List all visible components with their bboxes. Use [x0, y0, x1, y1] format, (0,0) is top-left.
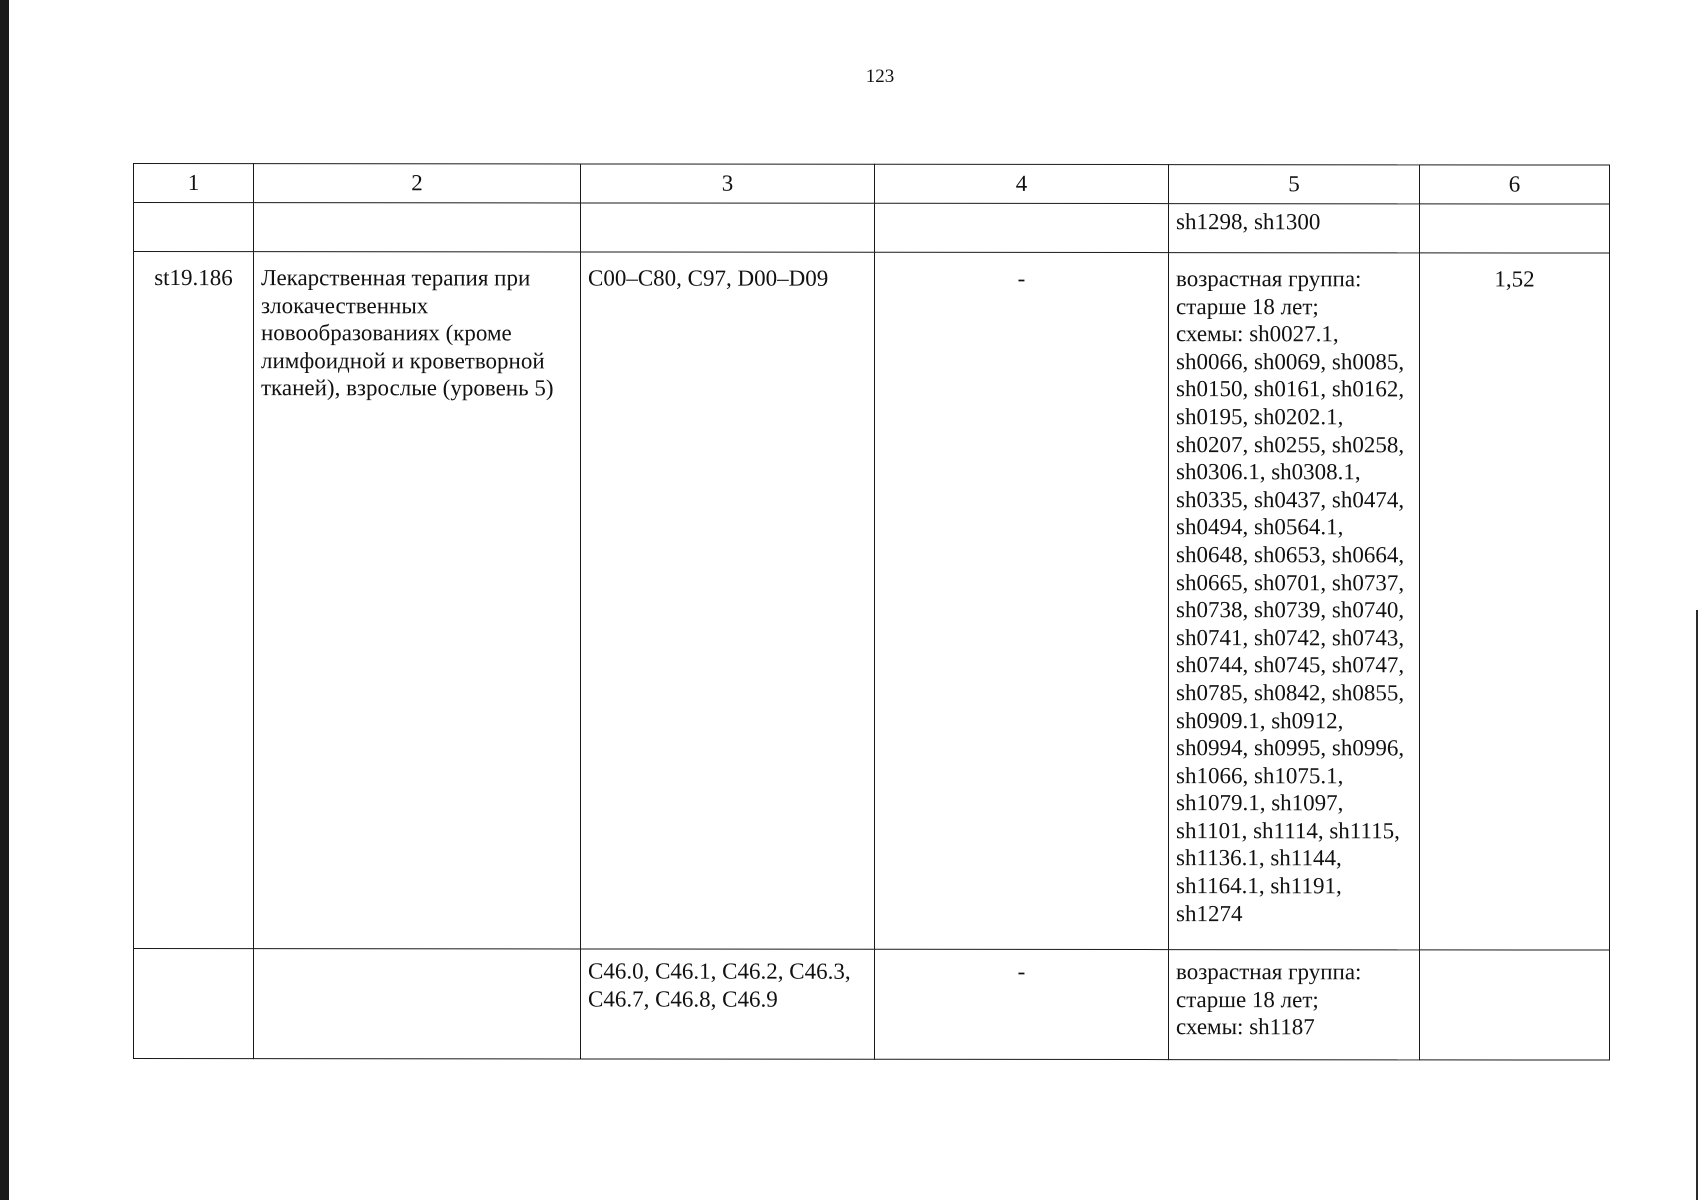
criteria-line: sh0744, sh0745, sh0747, [1176, 652, 1405, 678]
tariff-table [133, 163, 1610, 1061]
criteria-line: sh0195, sh0202.1, [1176, 404, 1344, 430]
diagnosis-line: C00–C80, C97, D00–D09 [588, 265, 829, 291]
name-cell [254, 252, 581, 949]
name-line: злокачественных [261, 292, 429, 318]
table-row [134, 203, 1610, 254]
col4-cell: - [875, 949, 1169, 1059]
table-row [134, 252, 1610, 951]
criteria-line: sh1164.1, sh1191, [1176, 873, 1342, 899]
column-header: 1 [134, 164, 254, 203]
column-header: 2 [254, 164, 581, 203]
criteria-line: возрастная группа: [1176, 266, 1362, 292]
column-header: 4 [875, 164, 1169, 203]
criteria-line: sh1274 [1176, 900, 1243, 926]
criteria-cell [1169, 253, 1420, 950]
scan-left-border [0, 0, 9, 1200]
criteria-line: старше 18 лет; [1176, 293, 1319, 319]
coefficient-cell [1420, 950, 1610, 1060]
name-line: лимфоидной и кроветворной [261, 347, 545, 374]
criteria-line: sh1101, sh1114, sh1115, [1176, 817, 1400, 844]
name-line: новообразованиях (кроме [261, 320, 512, 346]
criteria-line: sh0741, sh0742, sh0743, [1176, 624, 1405, 651]
column-header: 6 [1420, 165, 1610, 204]
criteria-cell [1169, 204, 1420, 253]
diagnosis-cell [581, 949, 875, 1059]
page-number: 123 [865, 66, 895, 87]
name-line: тканей), взрослые (уровень 5) [261, 375, 554, 401]
criteria-line: sh0335, sh0437, sh0474, [1176, 486, 1405, 513]
coefficient-cell: 1,52 [1420, 253, 1610, 950]
diagnosis-cell [581, 203, 875, 252]
col4-cell [875, 203, 1169, 252]
column-header: 3 [581, 164, 875, 203]
name-cell [254, 203, 581, 252]
name-cell [254, 949, 581, 1059]
criteria-line: sh0909.1, sh0912, [1176, 707, 1344, 733]
criteria-line: sh1079.1, sh1097, [1176, 790, 1344, 816]
criteria-line: старше 18 лет; [1176, 986, 1319, 1012]
column-header: 5 [1169, 165, 1420, 204]
diagnosis-line: C46.7, C46.8, C46.9 [588, 986, 778, 1012]
criteria-line: sh0665, sh0701, sh0737, [1176, 569, 1405, 595]
code-cell: st19.186 [134, 252, 254, 949]
code-cell [134, 203, 254, 252]
criteria-line: sh1136.1, sh1144, [1176, 845, 1342, 871]
diagnosis-line: C46.0, C46.1, C46.2, C46.3, [588, 958, 851, 984]
table-row [134, 949, 1610, 1061]
criteria-line: sh0066, sh0069, sh0085, [1176, 348, 1405, 375]
name-line: Лекарственная терапия при [261, 265, 531, 291]
table-header-row [134, 164, 1610, 205]
criteria-line: схемы: sh0027.1, [1176, 321, 1339, 347]
criteria-line: sh0994, sh0995, sh0996, [1176, 735, 1405, 761]
criteria-line: sh0494, sh0564.1, [1176, 514, 1344, 540]
criteria-line: sh1066, sh1075.1, [1176, 762, 1344, 788]
criteria-line: схемы: sh1187 [1176, 1014, 1315, 1040]
criteria-line: sh0306.1, sh0308.1, [1176, 459, 1361, 485]
scan-right-border [1696, 610, 1698, 1200]
criteria-line: sh1298, sh1300 [1176, 209, 1321, 235]
coefficient-cell [1420, 204, 1610, 253]
diagnosis-cell [581, 252, 875, 949]
criteria-line: sh0648, sh0653, sh0664, [1176, 542, 1405, 568]
code-cell [134, 949, 254, 1059]
criteria-line: sh0207, sh0255, sh0258, [1176, 431, 1405, 457]
criteria-line: sh0785, sh0842, sh0855, [1176, 679, 1405, 706]
criteria-line: sh0738, sh0739, sh0740, [1176, 597, 1405, 623]
col4-cell: - [875, 252, 1169, 949]
criteria-line: sh0150, sh0161, sh0162, [1176, 376, 1405, 402]
criteria-line: возрастная группа: [1176, 959, 1362, 985]
criteria-cell [1169, 950, 1420, 1060]
